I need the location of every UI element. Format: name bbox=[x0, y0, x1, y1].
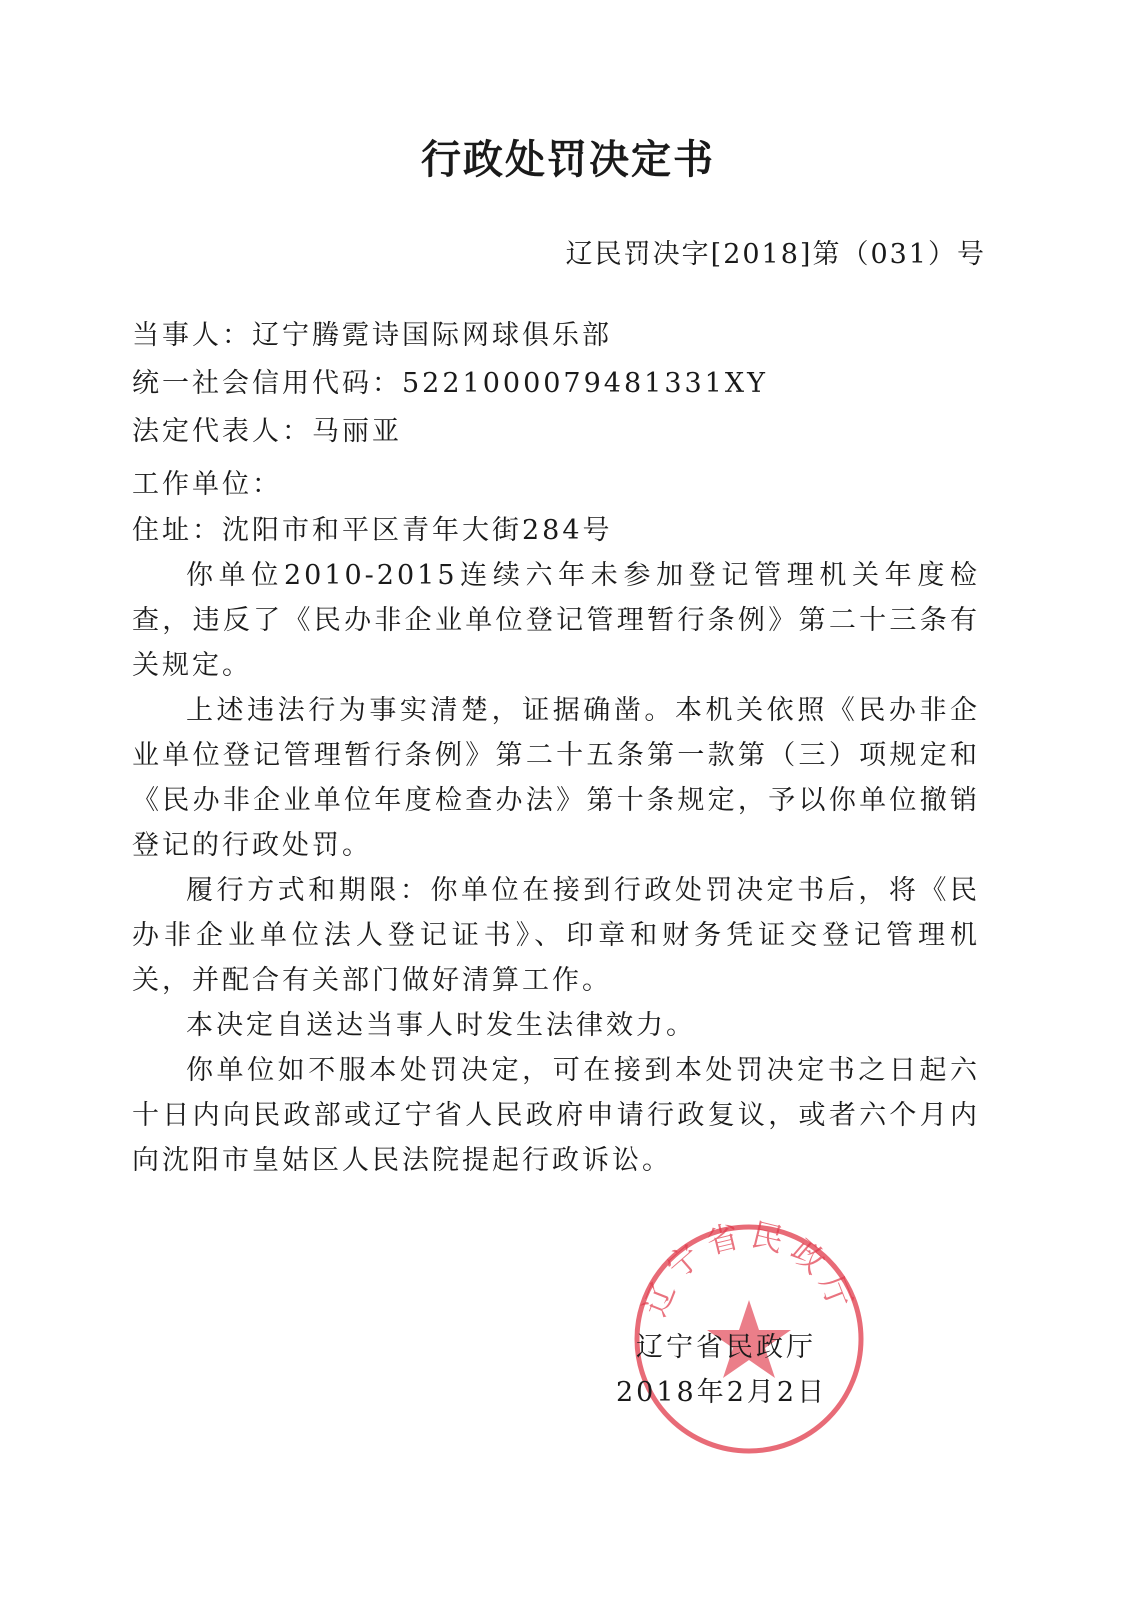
party-name: 当事人：辽宁腾霓诗国际网球俱乐部 bbox=[132, 320, 612, 351]
credit-code: 统一社会信用代码：5221000079481331XY bbox=[132, 368, 768, 399]
signature-date: 2018年2月2日 bbox=[616, 1377, 828, 1408]
signature-organization: 辽宁省民政厅 bbox=[636, 1332, 816, 1363]
paragraph-penalty: 上述违法行为事实清楚，证据确凿。本机关依照《民办非企业单位登记管理暂行条例》第二十五条第一款第（三）项规定和《民办非企业单位年度检查办法》第十条规定，予以你单位撤销登记的行政处罚。 bbox=[132, 695, 980, 861]
decision-body bbox=[132, 553, 980, 1183]
legal-representative: 法定代表人：马丽亚 bbox=[132, 416, 402, 447]
document-number: 辽民罚决字[2018]第（031）号 bbox=[565, 239, 986, 270]
svg-text:辽宁省民政厅: 辽宁省民政厅 bbox=[635, 1218, 863, 1322]
paragraph-performance: 履行方式和期限：你单位在接到行政处罚决定书后，将《民办非企业单位法人登记证书》、印章和财务凭证交登记管理机关，并配合有关部门做好清算工作。 bbox=[132, 875, 980, 996]
paragraph-violation: 你单位2010-2015连续六年未参加登记管理机关年度检查，违反了《民办非企业单位登记管理暂行条例》第二十三条有关规定。 bbox=[132, 560, 980, 681]
work-unit: 工作单位： bbox=[132, 469, 282, 500]
paragraph-appeal: 你单位如不服本处罚决定，可在接到本处罚决定书之日起六十日内向民政部或辽宁省人民政府申请行政复议，或者六个月内向沈阳市皇姑区人民法院提起行政诉讼。 bbox=[132, 1055, 980, 1176]
address: 住址：沈阳市和平区青年大街284号 bbox=[132, 515, 613, 546]
document-title: 行政处罚决定书 bbox=[421, 136, 715, 183]
paragraph-effect: 本决定自送达当事人时发生法律效力。 bbox=[186, 1010, 696, 1041]
